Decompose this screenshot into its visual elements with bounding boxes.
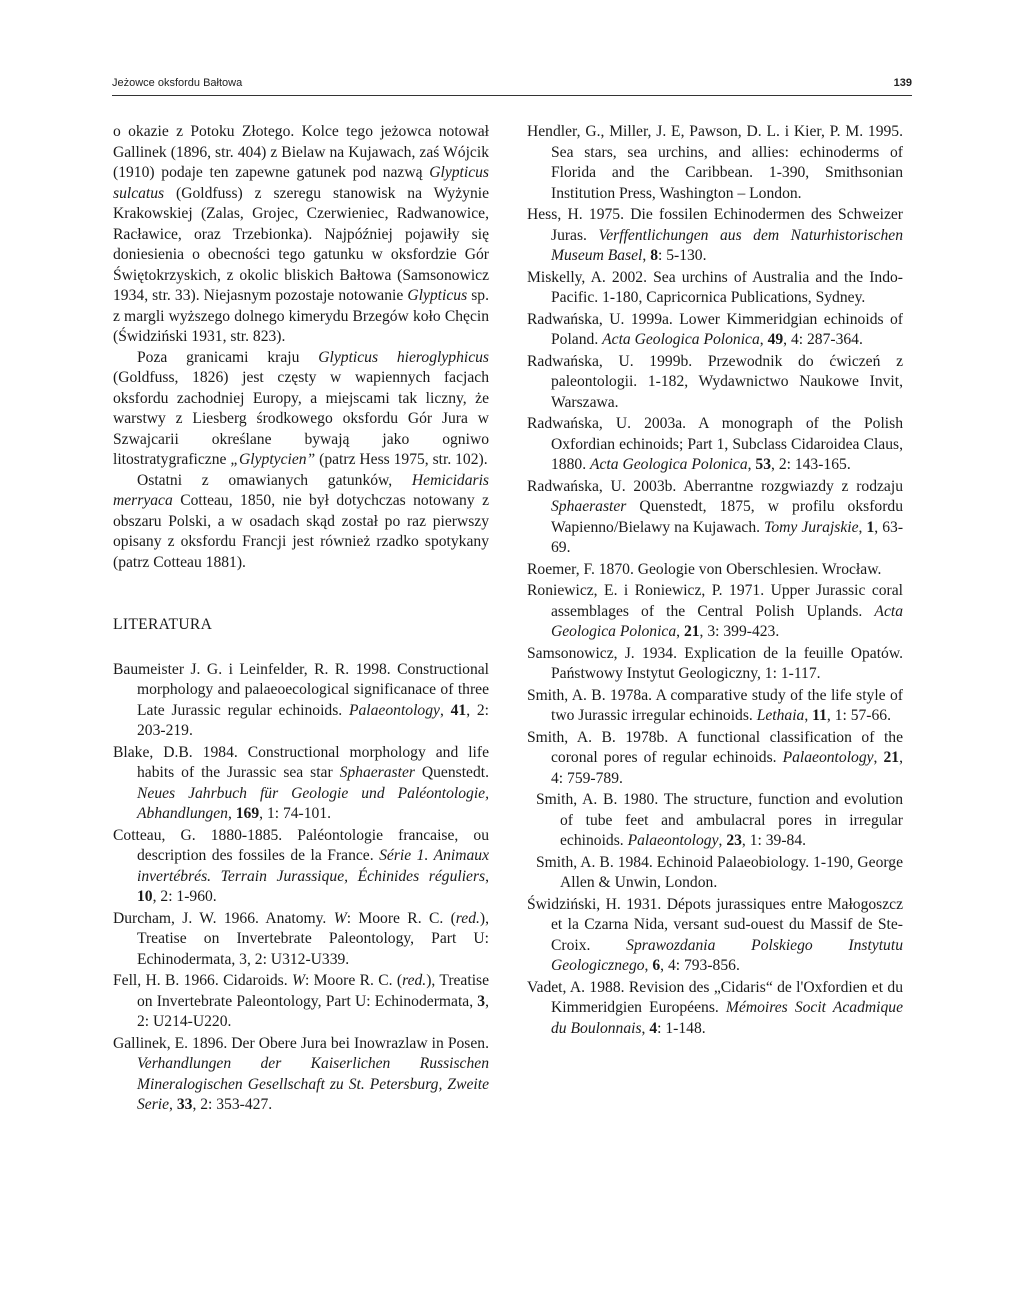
text-run: , 3: 399-423. (699, 623, 780, 640)
text-run: Roemer, F. 1870. Geologie von Oberschlesien. Wrocław. (527, 560, 882, 578)
text-run: Cotteau, 1850, nie był dotychczas notowany z obszaru Polski, a w osadach skąd został po raz pierwszy opisany z oksfordu Francji jest również rzadko spotykany (patrz Cotteau 1881). (113, 492, 489, 571)
reference-entry (527, 268, 903, 309)
italic-text: Palaeontology (348, 701, 440, 719)
text-run: (Goldfuss) z szeregu stanowisk na Wyżynie Krakowskiej (Zalas, Grojec, Czerwieniec, Radwanowice, Racławice, oraz Trzebionka). Najpóźniej pojawiły się doniesienia o obecności tego gatunku w oksfordzie Gór Świętokrzyskich, z okolic bliskich Bałtowa (Samsonowicz 1934, str. 33). Niejasnym pozostaje notowanie (113, 184, 489, 304)
italic-text: Acta Geologica Polonica (602, 331, 760, 348)
bold-text: 41 (450, 701, 467, 719)
text-run: Roniewicz, E. i Roniewicz, P. 1971. Upper Jurassic coral assemblages of the Central Polish Uplands. (527, 582, 903, 620)
text-run: Quenstedt, 1875, w profilu oksfordu Wapienno/Bielawy na Kujawach. (551, 498, 903, 536)
italic-text: Glypticus sulcatus (113, 164, 489, 202)
page-number: 139 (893, 77, 912, 89)
italic-text: Hemicidaris merryaca (113, 471, 489, 509)
text-run: : Moore R. C. ( (304, 972, 403, 989)
text-run: ), Treatise on Invertebrate Paleontology, Part U: Echinodermata, (137, 972, 490, 1010)
reference-entry (527, 895, 903, 977)
text-run: Radwańska, U. 1999a. Lower Kimmeridgian echinoids of Poland. (527, 310, 903, 348)
text-run: , 2: 1-960. (152, 888, 217, 905)
bold-text: 21 (883, 749, 900, 766)
text-run: , (169, 1096, 177, 1113)
left-column (113, 122, 489, 1117)
text-run: Fell, H. B. 1966. Cidaroids. (113, 972, 292, 989)
reference-entry (113, 909, 489, 971)
bold-text: 10 (137, 888, 153, 905)
reference-entry (527, 310, 903, 351)
body-paragraph (113, 471, 489, 574)
text-run: Smith, A. B. 1978b. A functional classification of the coronal pores of regular echinoids. (527, 728, 903, 766)
reference-entry (527, 477, 903, 559)
italic-text: Verhandlungen der Kaiserlichen Russischen Mineralogischen Gesellschaft zu St. Petersburg, Zweite Serie (137, 1055, 489, 1113)
reference-entry (527, 644, 903, 685)
header-rule (112, 95, 912, 96)
text-run: Radwańska, U. 1999b. Przewodnik do ćwiczeń z paleontologii. 1-182, Wydawnictwo Naukowe Invit, Warszawa. (527, 352, 903, 411)
text-run: (Goldfuss, 1826) jest częsty w wapiennych facjach oksfordu zachodniej Europy, a miejscami tak liczny, że warstwy z Liesberg środkowego oksfordu Gór Jura w Szwajcarii określane bywają jako ogniwo litostratygraficzne (113, 369, 489, 468)
text-run: Poza granicami kraju (137, 348, 319, 366)
italic-text: red. (455, 909, 480, 927)
text-run: , (873, 749, 884, 766)
section-heading: LITERATURA (113, 616, 213, 633)
bold-text: 3 (477, 992, 486, 1010)
text-run: , (718, 832, 727, 849)
italic-text: Mémoires Socit Acadmique du Boulonnais (551, 999, 903, 1037)
text-run: , (759, 331, 768, 348)
text-run: Smith, A. B. 1980. The structure, function and evolution of tube feet and ambulacral pores in irregular echinoids. (536, 791, 903, 849)
text-run: , 2: 353-427. (192, 1096, 273, 1113)
reference-entry (113, 826, 489, 908)
text-run: , 4: 793-856. (660, 957, 740, 974)
italic-text: Neues Jahrbuch für Geologie und Paléontologie, Abhandlungen (137, 784, 489, 822)
text-run: , 2: 203-219. (137, 701, 490, 739)
text-run: , 2: 143-165. (771, 456, 851, 473)
reference-list-left (113, 660, 489, 1116)
italic-text: W (291, 972, 305, 989)
reference-entry (536, 790, 903, 852)
bold-text: 6 (652, 957, 661, 974)
text-run: Radwańska, U. 2003b. Aberrantne rozgwiazdy z rodzaju (527, 477, 903, 495)
reference-entry (113, 1034, 489, 1116)
text-run: , (804, 707, 813, 724)
text-run: , (642, 247, 651, 264)
text-run: sp. z margli wyższego dolnego kimerydu Brzegów koło Chęcin (Świdziński 1931, str. 823). (113, 287, 489, 345)
text-run: Vadet, A. 1988. Revision des „Cidaris“ de l'Oxfordien et du Kimmeridgien Européens. (527, 978, 903, 1016)
reference-entry (113, 660, 489, 742)
text-run: , (747, 456, 756, 473)
italic-text: Sprawozdania Polskiego Instytutu Geologicznego (551, 936, 903, 974)
italic-text: Glypticus hieroglyphicus (318, 348, 489, 366)
text-run: , (485, 867, 489, 885)
text-run: Miskelly, A. 2002. Sea urchins of Australia and the Indo-Pacific. 1-180, Capricornica Publications, Sydney. (527, 268, 903, 306)
reference-entry (527, 414, 903, 476)
italic-text: Sphaeraster (339, 764, 415, 781)
reference-entry (113, 743, 489, 825)
bold-text: 169 (235, 805, 260, 822)
italic-text: Lethaia (756, 707, 805, 724)
text-run: : 5-130. (657, 247, 707, 264)
text-run: Samsonowicz, J. 1934. Explication de la feuille Opatów. Państwowy Instytut Geologiczny, 1: 1-117. (527, 644, 903, 682)
text-run: , 4: 759-789. (551, 749, 903, 787)
text-run: Blake, D.B. 1984. Constructional morphology and life habits of the Jurassic sea star (113, 743, 489, 781)
bold-text: 53 (755, 456, 772, 473)
italic-text: Palaeontology (782, 749, 874, 766)
italic-text: Sphaeraster (551, 498, 627, 515)
reference-list-right (527, 122, 903, 1039)
text-run: Baumeister J. G. i Leinfelder, R. R. 1998. Constructional morphology and palaeoecological significanace of three Late Jurassic regular echinoids. (113, 660, 489, 719)
text-run: , (227, 805, 236, 822)
bold-text: 33 (176, 1096, 193, 1113)
text-run: , 1: 74-101. (259, 805, 332, 822)
text-run: (patrz Hess 1975, str. 102). (315, 451, 488, 468)
right-column (527, 122, 903, 1040)
reference-entry (527, 728, 903, 790)
body-paragraph (113, 122, 489, 348)
bold-text: 23 (726, 832, 742, 849)
reference-entry (113, 971, 489, 1033)
text-run: Radwańska, U. 2003a. A monograph of the Polish Oxfordian echinoids; Part 1, Subclass Cidaroidea Claus, 1880. (527, 415, 903, 473)
reference-entry (527, 122, 903, 204)
italic-text: Acta Geologica Polonica (551, 602, 903, 640)
bold-text: 49 (767, 331, 784, 348)
body-text (113, 122, 489, 573)
italic-text: Palaeontology (627, 832, 719, 849)
text-run: Gallinek, E. 1896. Der Obere Jura bei Inowrazlaw in Posen. (113, 1034, 489, 1052)
text-run: , 2: U214-U220. (137, 992, 489, 1030)
text-run: , 1: 57-66. (826, 707, 891, 724)
italic-text: Série 1. Animaux invertébrés. Terrain Jurassique, Échinides réguliers (137, 847, 489, 885)
text-run: Hess, H. 1975. Die fossilen Echinodermen des Schweizer Juras. (527, 206, 903, 244)
text-run: , (439, 701, 451, 719)
reference-entry (527, 978, 903, 1040)
bold-text: 11 (812, 707, 827, 724)
reference-entry (527, 560, 903, 581)
body-paragraph (113, 348, 489, 471)
text-run: ), Treatise on Invertebrate Paleontology, Part U: Echinodermata, 3, 2: U312-U339. (137, 909, 489, 968)
reference-entry (527, 205, 903, 267)
bold-text: 8 (650, 247, 658, 264)
reference-entry (536, 853, 903, 894)
reference-entry (527, 581, 903, 643)
text-run: Ostatni z omawianych gatunków, (137, 471, 412, 489)
text-run: , (676, 623, 684, 640)
text-run: o okazie z Potoku Złotego. Kolce tego jeżowca notował Gallinek (1896, str. 404) z Bielaw na Kujawach, zaś Wójcik (1910) podaje ten zapewne gatunek pod nazwą (113, 123, 489, 181)
italic-text: Glypticus (407, 287, 468, 304)
reference-entry (527, 352, 903, 414)
text-run: : 1-148. (657, 1019, 706, 1037)
text-run: Durcham, J. W. 1966. Anatomy. (113, 909, 334, 927)
reference-entry (527, 686, 903, 727)
text-run: , 63-69. (551, 518, 904, 556)
italic-text: Tomy Jurajskie (764, 518, 859, 536)
bold-text: 1 (866, 518, 875, 536)
text-run: Smith, A. B. 1978a. A comparative study of the life style of two Jurassic irregular echinoids. (527, 686, 903, 724)
text-run: , (641, 1019, 650, 1037)
text-run: , (858, 518, 867, 536)
text-run: Świdziński, H. 1931. Dépots jurassiques entre Małogoszcz et la Czarna Nida, versant sud-ouest du Massif de Ste-Croix. (527, 895, 903, 954)
bold-text: 4 (649, 1019, 658, 1037)
italic-text: „Glyptycien” (230, 451, 316, 468)
italic-text: red. (402, 972, 427, 989)
text-run: Smith, A. B. 1984. Echinoid Palaeobiology. 1-190, George Allen & Unwin, London. (536, 853, 903, 891)
text-run: : Moore R. C. ( (346, 909, 456, 927)
italic-text: Verffentlichungen aus dem Naturhistorischen Museum Basel (551, 226, 903, 264)
text-run: , 1: 39-84. (741, 832, 807, 849)
text-run: Cotteau, G. 1880-1885. Paléontologie francaise, ou description des fossiles de la France. (113, 826, 489, 864)
text-run: , (644, 957, 653, 974)
running-header (112, 77, 912, 95)
bold-text: 21 (683, 623, 700, 640)
text-run: , 4: 287-364. (783, 331, 863, 348)
italic-text: Acta Geologica Polonica (589, 456, 748, 473)
text-run: Quenstedt. (414, 764, 489, 781)
italic-text: W (333, 909, 347, 927)
text-run: Hendler, G., Miller, J. E, Pawson, D. L. i Kier, P. M. 1995. Sea stars, sea urchins, and allies: echinoderms of Florida and the Caribbean. 1-390, Smithsonian Institution Press, Washington – London. (527, 123, 903, 202)
running-title: Jeżowce oksfordu Bałtowa (112, 77, 243, 89)
